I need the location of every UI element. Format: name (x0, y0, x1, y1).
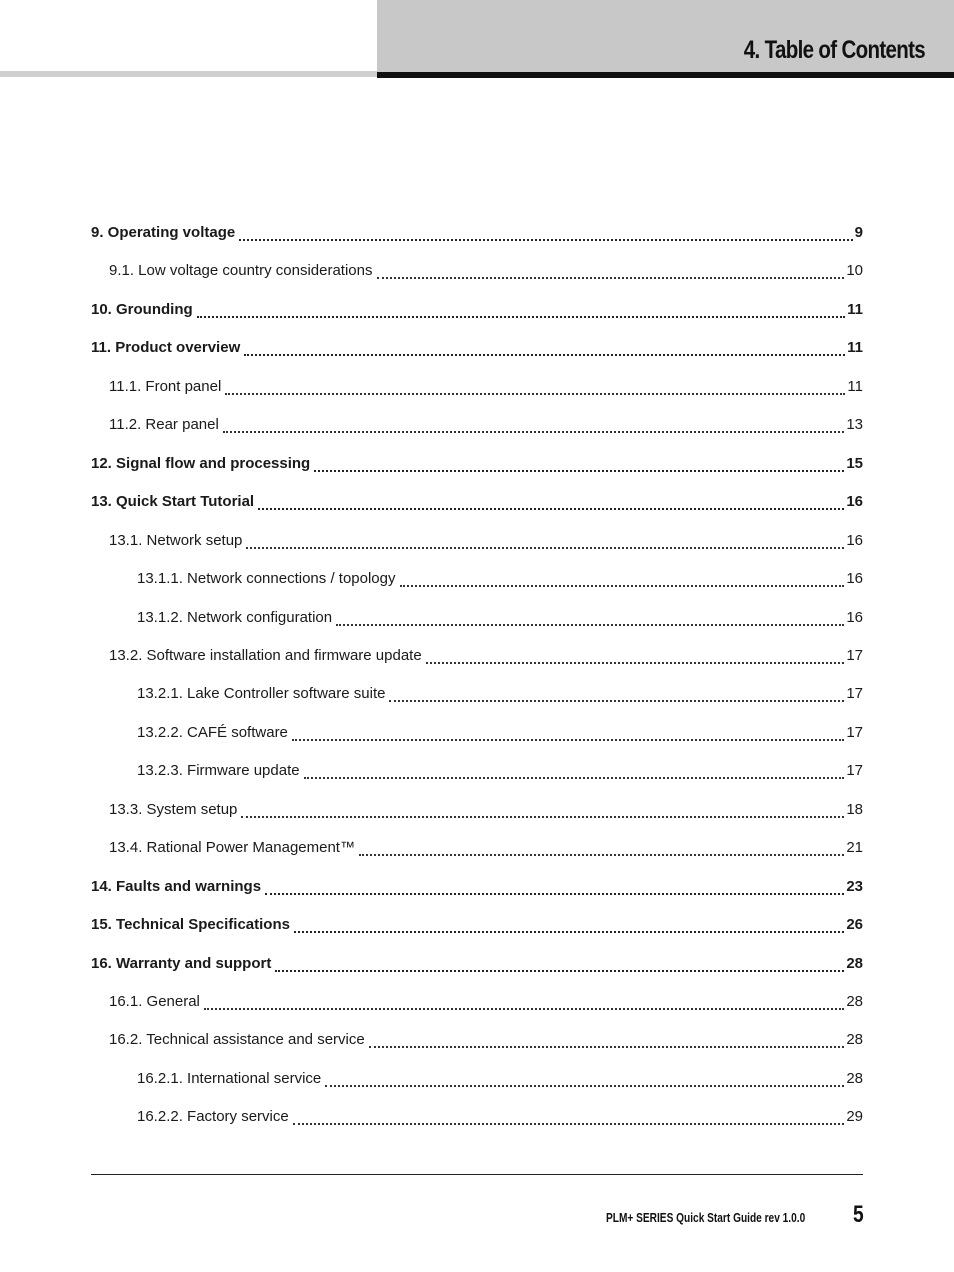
toc-dot-leader (369, 1045, 845, 1048)
toc-dot-leader (377, 276, 845, 279)
toc-entry-page: 28 (846, 1069, 863, 1087)
toc-entry[interactable] (91, 570, 863, 592)
toc-entry[interactable] (91, 1031, 863, 1053)
toc-entry[interactable] (91, 493, 863, 515)
toc-dot-leader (265, 892, 844, 895)
toc-entry-page: 9 (854, 224, 863, 241)
toc-entry-label: 13.1.1. Network connections / topology (137, 570, 396, 588)
toc-entry[interactable] (91, 762, 863, 784)
toc-entry-label: 16. Warranty and support (91, 954, 272, 972)
toc-dot-leader (204, 1007, 844, 1010)
toc-entry-label: 10. Grounding (91, 300, 193, 318)
toc-entry[interactable] (91, 839, 863, 861)
toc-entry-page: 28 (846, 954, 863, 972)
toc-entry-label: 13. Quick Start Tutorial (91, 493, 255, 511)
toc-entry[interactable] (91, 339, 863, 361)
toc-entry-label: 13.2.3. Firmware update (137, 762, 300, 780)
toc-dot-leader (241, 815, 844, 818)
toc-entry-label: 11. Product overview (91, 339, 241, 357)
toc-entry-label: 13.2. Software installation and firmware update (109, 646, 422, 664)
toc-entry-page: 17 (846, 685, 863, 703)
toc-dot-leader (314, 469, 844, 472)
toc-entry[interactable] (91, 224, 863, 246)
toc-dot-leader (389, 699, 844, 702)
toc-entry[interactable] (91, 916, 863, 938)
toc-entry-page: 16 (846, 570, 863, 588)
toc-dot-leader (292, 738, 844, 741)
toc-entry[interactable] (91, 1070, 863, 1092)
toc-dot-leader (246, 546, 844, 549)
toc-dot-leader (294, 930, 844, 933)
toc-entry[interactable] (91, 455, 863, 477)
toc-dot-leader (197, 315, 845, 318)
toc-entry-page: 26 (846, 916, 863, 934)
footer-page-number: 5 (853, 1201, 864, 1228)
toc-entry-page: 28 (846, 1031, 863, 1049)
toc-dot-leader (244, 353, 845, 356)
toc-dot-leader (275, 969, 844, 972)
toc-dot-leader (225, 392, 845, 395)
toc-entry-page: 18 (846, 800, 863, 818)
toc-entry[interactable] (91, 993, 863, 1015)
toc-entry-label: 13.1. Network setup (109, 531, 243, 549)
toc-entry-page: 17 (846, 762, 863, 780)
toc-entry-page: 11 (847, 300, 863, 318)
toc-entry-label: 14. Faults and warnings (91, 877, 262, 895)
toc-entry[interactable] (91, 609, 863, 631)
toc-entry-page: 11 (847, 377, 863, 395)
toc-entry-page: 23 (846, 877, 863, 895)
toc-dot-leader (258, 507, 844, 510)
toc-entry-label: 13.4. Rational Power Management™ (109, 839, 355, 857)
toc-entry-label: 13.2.1. Lake Controller software suite (137, 685, 386, 703)
toc-entry[interactable] (91, 955, 863, 977)
toc-dot-leader (239, 238, 852, 241)
toc-entry-label: 11.2. Rear panel (109, 416, 219, 434)
toc-dot-leader (304, 776, 845, 779)
toc-dot-leader (426, 661, 845, 664)
toc-entry-page: 10 (846, 262, 863, 280)
toc-entry-label: 13.1.2. Network configuration (137, 608, 333, 626)
toc-dot-leader (293, 1122, 845, 1125)
toc-dot-leader (359, 853, 844, 856)
toc-entry-label: 13.3. System setup (109, 800, 238, 818)
toc-entry-page: 15 (846, 454, 863, 472)
toc-entry[interactable] (91, 416, 863, 438)
footer-doc-title: PLM+ SERIES Quick Start Guide rev 1.0.0 (606, 1210, 806, 1225)
toc-entry-label: 16.2.2. Factory service (137, 1108, 289, 1126)
toc-entry-label: 16.2.1. International service (137, 1069, 322, 1087)
toc-entry-page: 21 (846, 839, 863, 857)
toc-entry-label: 9.1. Low voltage country considerations (109, 262, 373, 280)
header-rule (377, 72, 954, 78)
toc-entry[interactable] (91, 378, 863, 400)
toc-dot-leader (223, 430, 845, 433)
page-title: 4. Table of Contents (743, 36, 925, 64)
toc-entry[interactable] (91, 532, 863, 554)
toc-entry-page: 17 (846, 723, 863, 741)
toc-entry-label: 15. Technical Specifications (91, 916, 290, 934)
toc-entry[interactable] (91, 878, 863, 900)
toc-entry[interactable] (91, 301, 863, 323)
toc-entry-page: 13 (846, 416, 863, 434)
toc-entry[interactable] (91, 262, 863, 284)
toc-entry-label: 12. Signal flow and processing (91, 454, 311, 472)
toc-dot-leader (325, 1084, 844, 1087)
toc-entry-page: 16 (846, 493, 863, 511)
toc-entry-page: 11 (847, 339, 863, 357)
toc-entry-label: 13.2.2. CAFÉ software (137, 723, 288, 741)
toc-entry-page: 28 (846, 993, 863, 1010)
toc-entry-page: 17 (846, 646, 863, 664)
toc-entry[interactable] (91, 685, 863, 707)
header-left-bar (0, 71, 377, 77)
toc-dot-leader (400, 584, 845, 587)
toc-entry-label: 11.1. Front panel (109, 377, 222, 395)
toc-dot-leader (336, 623, 844, 626)
toc-entry[interactable] (91, 724, 863, 746)
toc-entry-label: 16.1. General (109, 993, 200, 1010)
toc-entry-label: 16.2. Technical assistance and service (109, 1031, 365, 1049)
toc-entry-page: 16 (846, 608, 863, 626)
footer-rule (91, 1174, 863, 1175)
toc-entry[interactable] (91, 1108, 863, 1130)
toc-entry-page: 16 (846, 531, 863, 549)
toc-entry[interactable] (91, 801, 863, 823)
toc-entry-label: 9. Operating voltage (91, 224, 236, 241)
toc-entry-page: 29 (846, 1108, 863, 1126)
toc-entry[interactable] (91, 647, 863, 669)
